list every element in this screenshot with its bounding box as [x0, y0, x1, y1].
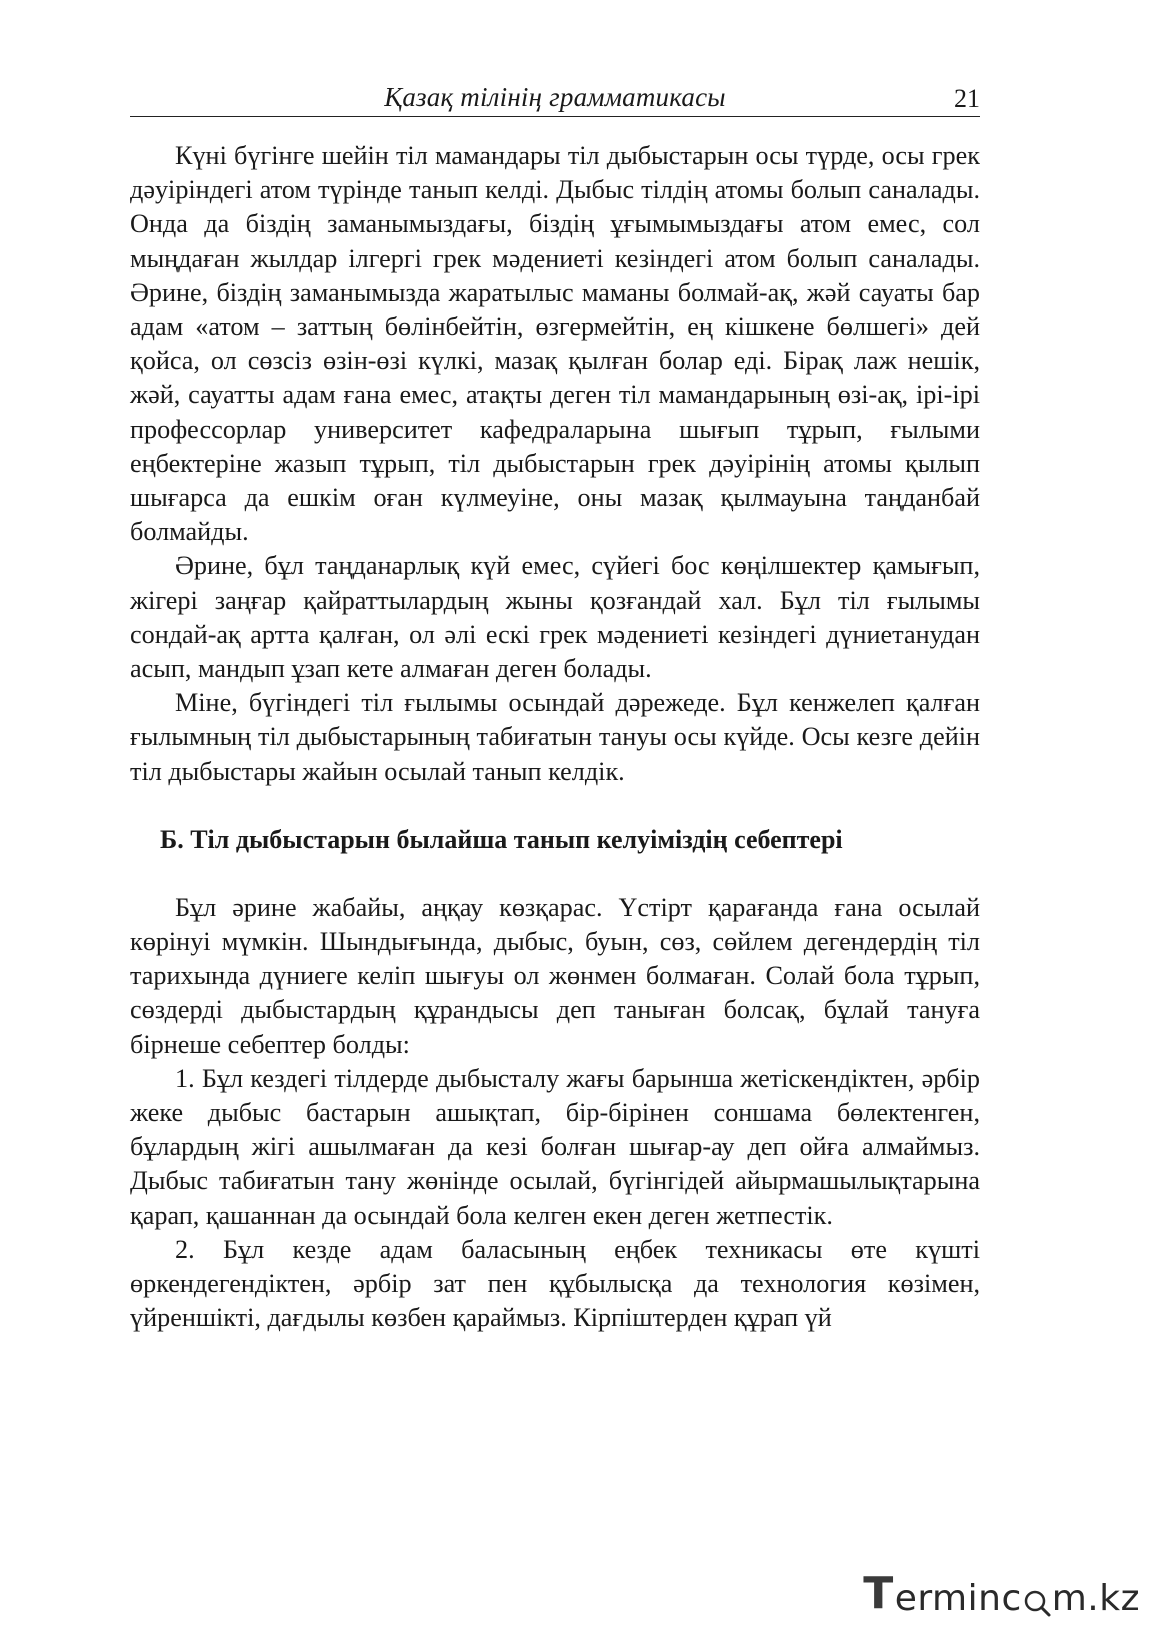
paragraph: Міне, бүгіндегі тіл ғылымы осындай дәрежеде. Бұл кенжелеп қалған ғылымның тіл дыбыстарының табиғатын тануы осы күйде. Осы кезге дейін тіл дыбыстары жайын осылай танып келдік.: [130, 688, 980, 786]
paragraph: Бұл әрине жабайы, аңқау көзқарас. Үстірт қарағанда ғана осылай көрінуі мүмкін. Шындығында, дыбыс, буын, сөз, сөйлем дегендердің тіл тарихында дүниеге келіп шығуы ол жөнмен болмаған. Солай бола тұрып, сөздерді дыбыстардың құрандысы деп таныған болсақ, бұлай тануға бірнеше себептер болды:: [130, 892, 980, 1059]
running-header: [130, 78, 980, 117]
magnifier-icon: [1022, 1583, 1052, 1619]
watermark-logo-letter: T: [863, 1568, 894, 1619]
book-page: [130, 78, 980, 1336]
paragraph: Әрине, бұл таңданарлық күй емес, сүйегі бос көңілшектер қамығып, жігері заңғар қайраттылардың жыны қозғандай хал. Бұл тіл ғылымы сондай-ақ артта қалған, ол әлі ескі грек мәдениеті кезіндегі дүниетанудан асып, мандып ұзап кете алмаған деген болады.: [130, 551, 980, 684]
section-heading: Б. Тіл дыбыстарын былайша танып келуіміздің себептері: [160, 824, 843, 854]
body-text: [130, 139, 980, 1336]
watermark-text-end: m.kz: [1051, 1578, 1140, 1619]
watermark-text-start: erminc: [894, 1578, 1022, 1619]
list-item-paragraph: 1. Бұл кездегі тілдерде дыбысталу жағы барынша жетіскендіктен, әрбір жеке дыбыс бастарын ашықтап, бір-бірінен соншама бөлектенген, бұлардың жігі ашылмаған да кезі болған шығар-ау деп ойға алмаймыз. Дыбыс табиғатын тану жөнінде осылай, бүгінгідей айырмашылықтарына қарап, қашаннан да осындай бола келген екен деген жетпестік.: [130, 1063, 980, 1230]
page-number: 21: [954, 84, 980, 113]
running-title: Қазақ тілінің грамматикасы: [384, 82, 726, 112]
site-watermark: [863, 1568, 1140, 1619]
list-item-paragraph: 2. Бұл кезде адам баласының еңбек техникасы өте күшті өркендегендіктен, әрбір зат пен құбылысқа да технология көзімен, үйреншікті, дағдылы көзбен қараймыз. Кірпіштерден құрап үй: [130, 1234, 980, 1333]
paragraph: Күні бүгінге шейін тіл мамандары тіл дыбыстарын осы түрде, осы грек дәуіріндегі атом түрінде танып келді. Дыбыс тілдің атомы болып саналады. Онда да біздің заманымыздағы, біздің ұғымымыздағы атом емес, сол мыңдаған жылдар ілгергі грек мәдениеті кезіндегі атом болып саналады. Әрине, біздің заманымызда жаратылыс маманы болмай-ақ, жәй сауаты бар адам «атом – заттың бөлінбейтін, өзгермейтін, ең кішкене бөлшегі» дей қойса, ол сөзсіз өзін-өзі күлкі, мазақ қылған болар еді. Бірақ лаж нешік, жәй, сауатты адам ғана емес, атақты деген тіл мамандарының өзі-ақ, ірі-ірі профессорлар университет кафедраларына шығып тұрып, ғылыми еңбектеріне жазып тұрып, тіл дыбыстарын грек дәуірінің атомы қылып шығарса да ешкім оған күлмеуіне, оны мазақ қылмауына таңданбай болмайды.: [130, 141, 980, 547]
